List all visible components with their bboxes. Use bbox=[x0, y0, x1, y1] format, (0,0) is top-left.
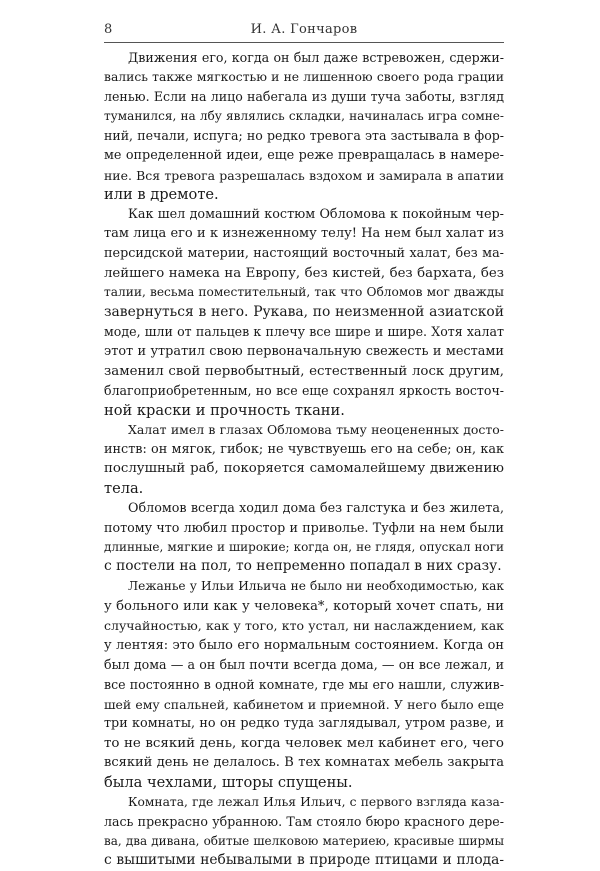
text-line: благоприобретенным, но все еще сохранял яркость восточ- bbox=[104, 383, 504, 399]
text-line: лейшего намека на Европу, без кистей, без бархата, без bbox=[104, 265, 504, 281]
text-line: была чехлами, шторы спущены. bbox=[104, 773, 353, 791]
text-line: тела. bbox=[104, 480, 144, 498]
body-text bbox=[104, 48, 504, 871]
page-number: 8 bbox=[104, 22, 113, 37]
text-line: шей ему спальней, кабинетом и приемной. У него было еще bbox=[104, 696, 504, 712]
text-line: ний, печали, испуга; но редко тревога эта застывала в фор- bbox=[104, 128, 504, 144]
text-line: случайностью, как у того, кто устал, ни наслаждением, как bbox=[104, 618, 504, 634]
text-line: инств: он мягок, гибок; не чувствуешь его на себе; он, как bbox=[104, 441, 504, 457]
text-line: Лежанье у Ильи Ильича не было ни необходимостью, как bbox=[128, 579, 504, 594]
text-line: персидской материи, настоящий восточный халат, без ма- bbox=[104, 245, 504, 261]
text-line: то не всякий день, когда человек мел кабинет его, чего bbox=[104, 735, 504, 751]
text-line: ме определенной идеи, еще реже превращалась в намере- bbox=[104, 147, 504, 163]
text-line: завернуться в него. Рукава, по неизменной азиатской bbox=[104, 303, 504, 320]
text-line: талии, весьма поместительный, так что Обломов мог дважды bbox=[104, 285, 504, 300]
text-line: заменил свой первобытный, естественный лоск другим, bbox=[104, 363, 504, 379]
text-line: моде, шли от пальцев к плечу все шире и шире. Хотя халат bbox=[104, 324, 504, 340]
text-line: Комната, где лежал Илья Ильич, с первого взгляда каза- bbox=[128, 794, 504, 809]
running-title: И. А. Гончаров bbox=[250, 22, 358, 37]
text-line: с вышитыми небывалыми в природе птицами и плода- bbox=[104, 852, 504, 869]
text-line: ва, два дивана, обитые шелковою материею, красивые ширмы bbox=[104, 833, 504, 848]
text-line: длинные, мягкие и широкие; когда он, не глядя, опускал ноги bbox=[104, 539, 504, 554]
text-line: этот и утратил свою первоначальную свежесть и местами bbox=[104, 343, 504, 359]
text-line: всякий день не делалось. В тех комнатах мебель закрыта bbox=[104, 755, 504, 771]
text-line: Движения его, когда он был даже встревожен, сдержи- bbox=[128, 50, 504, 65]
text-line: или в дремоте. bbox=[104, 186, 219, 204]
text-line: ние. Вся тревога разрешалась вздохом и замирала в апатии bbox=[104, 167, 504, 183]
text-line: три комнаты, но он редко туда заглядывал, утром разве, и bbox=[104, 716, 504, 732]
text-line: вались также мягкостью и не лишенною своего рода грации bbox=[104, 69, 504, 84]
text-line: все постоянно в одной комнате, где мы его нашли, служив- bbox=[104, 677, 504, 692]
text-line: потому что любил простор и приволье. Туфли на нем были bbox=[104, 520, 504, 536]
page-header bbox=[104, 22, 504, 42]
text-line: ленью. Если на лицо набегала из души туча заботы, взгляд bbox=[104, 89, 504, 105]
text-line: с постели на пол, то непременно попадал в них сразу. bbox=[104, 558, 502, 575]
text-line: лась прекрасно убранною. Там стояло бюро красного дере- bbox=[104, 814, 504, 830]
text-line: у больного или как у человека*, который хочет спать, ни bbox=[104, 598, 504, 614]
text-line: послушный раб, покоряется самомалейшему движению bbox=[104, 461, 504, 477]
text-line: был дома — а он был почти всегда дома, — он все лежал, и bbox=[104, 657, 504, 673]
header-rule bbox=[104, 42, 504, 43]
text-line: у лентяя: это было его нормальным состоянием. Когда он bbox=[104, 637, 504, 653]
text-line: туманился, на лбу являлись складки, начиналась игра сомне- bbox=[104, 108, 504, 123]
text-line: там лица его и к изнеженному телу! На нем был халат из bbox=[104, 226, 504, 242]
text-line: Как шел домашний костюм Обломова к покойным чер- bbox=[128, 206, 504, 222]
text-line: Халат имел в глазах Обломова тьму неоцененных досто- bbox=[128, 422, 504, 438]
text-line: ной краски и прочность ткани. bbox=[104, 401, 345, 419]
text-line: Обломов всегда ходил дома без галстука и без жилета, bbox=[128, 500, 504, 516]
